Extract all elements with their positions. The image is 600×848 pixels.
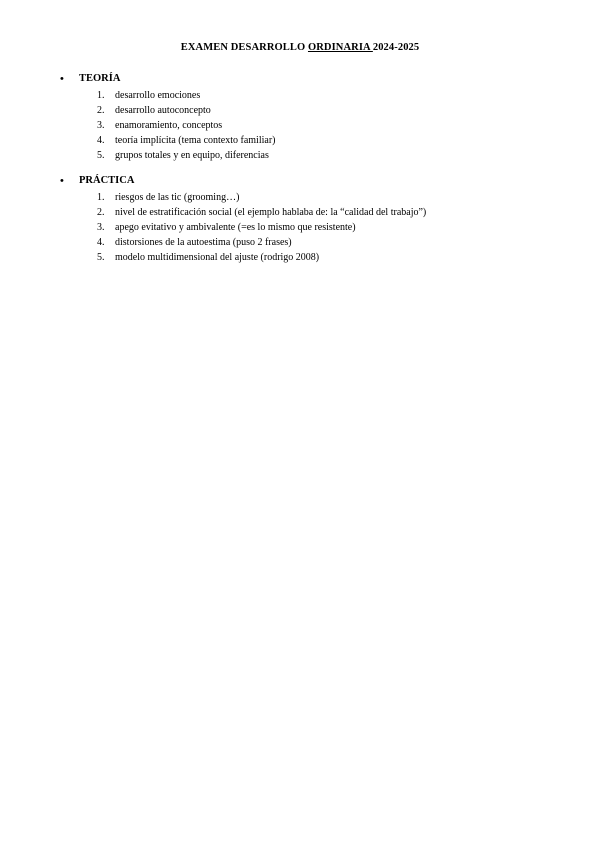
section-title-teoria: TEORÍA (79, 73, 121, 84)
list-item (60, 88, 560, 103)
section-heading (60, 174, 560, 190)
list-item (60, 133, 560, 148)
numbered-list (60, 190, 560, 265)
item-number: 4. (97, 135, 105, 146)
item-text: distorsiones de la autoestima (puso 2 frases) (115, 237, 292, 248)
item-number: 2. (97, 105, 105, 116)
title-suffix: 2024-2025 (372, 42, 420, 53)
title-prefix: EXAMEN DESARROLLO (180, 42, 308, 53)
item-number: 1. (97, 90, 105, 101)
bullet-icon: • (60, 73, 64, 85)
document-title (0, 42, 600, 53)
item-text: modelo multidimensional del ajuste (rodrigo 2008) (115, 252, 320, 263)
section-practica (60, 174, 560, 265)
list-item (60, 103, 560, 118)
item-text: riesgos de las tic (grooming…) (115, 192, 240, 203)
list-item (60, 205, 560, 220)
item-text: enamoramiento, conceptos (115, 120, 223, 131)
item-text: desarrollo autoconcepto (115, 105, 211, 116)
section-title-practica: PRÁCTICA (79, 175, 135, 186)
list-item (60, 250, 560, 265)
section-heading (60, 72, 560, 88)
item-number: 2. (97, 207, 105, 218)
item-number: 3. (97, 120, 105, 131)
list-item (60, 118, 560, 133)
item-number: 3. (97, 222, 105, 233)
title-underlined-word: ORDINARIA (307, 42, 373, 53)
bullet-icon: • (60, 175, 64, 187)
item-text: teoría implícita (tema contexto familiar) (115, 135, 276, 146)
item-number: 4. (97, 237, 105, 248)
item-text: desarrollo emociones (115, 90, 201, 101)
item-text: grupos totales y en equipo, diferencias (115, 150, 269, 161)
list-item (60, 220, 560, 235)
list-item (60, 190, 560, 205)
item-number: 5. (97, 252, 105, 263)
section-teoria (60, 72, 560, 163)
item-text: apego evitativo y ambivalente (=es lo mismo que resistente) (115, 222, 356, 233)
item-text: nivel de estratificación social (el ejemplo hablaba de: la “calidad del trabajo”) (115, 207, 427, 218)
numbered-list (60, 88, 560, 163)
list-item (60, 235, 560, 250)
item-number: 5. (97, 150, 105, 161)
item-number: 1. (97, 192, 105, 203)
list-item (60, 148, 560, 163)
